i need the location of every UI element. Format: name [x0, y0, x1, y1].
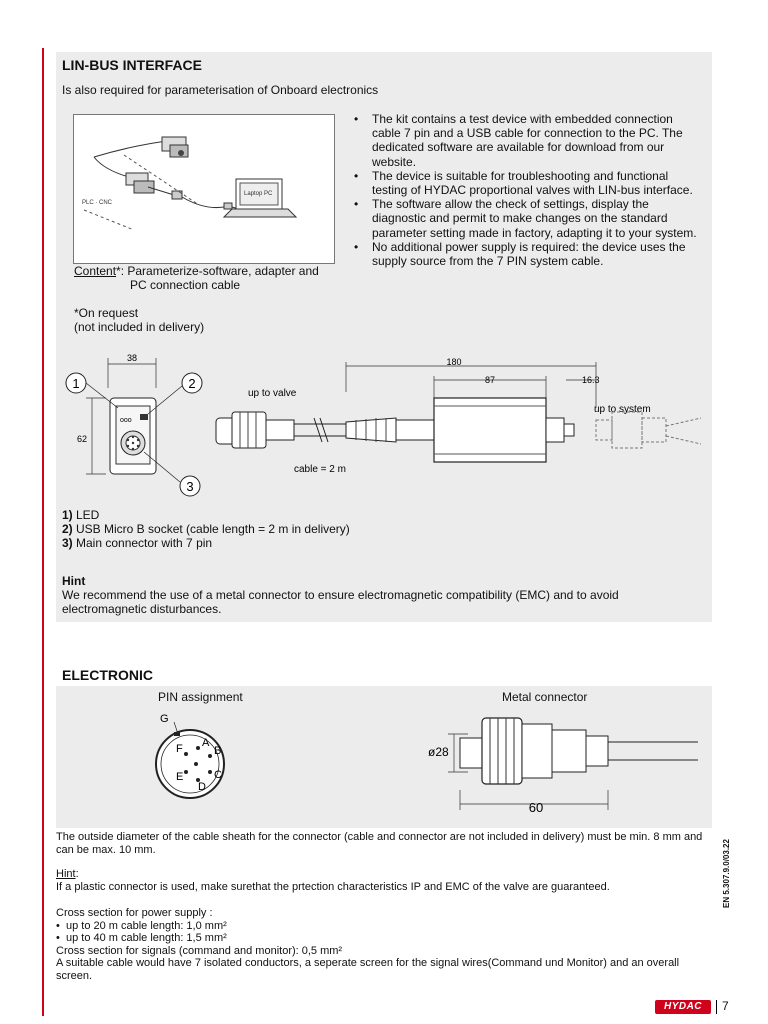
cable-recommendation: A suitable cable would have 7 isolated conductors, a seperate screen for the signal wires(Command und Monitor) and an overall screen.	[56, 957, 680, 982]
dim-length: 60	[528, 800, 544, 815]
lin-bus-title: LIN-BUS INTERFACE	[62, 57, 202, 73]
kit-photo	[73, 114, 335, 264]
dim-height: 62	[76, 434, 88, 444]
pin-assignment-caption: PIN assignment	[158, 690, 243, 704]
electronic-hint-title: Hint:	[56, 868, 79, 880]
page-divider	[716, 1000, 717, 1014]
dim-end: 16.3	[582, 375, 600, 385]
kit-bullet: • The kit contains a test device with embedded connection cable 7 pin and a USB cable for connection to the PC. The dedicated software are available for download from our website.	[352, 112, 702, 169]
callout-3: 3	[186, 479, 194, 494]
dim-diameter: ø28	[428, 745, 449, 759]
electronic-title: ELECTRONIC	[62, 667, 153, 683]
lin-hint-title: Hint	[62, 574, 86, 588]
laptop-label: Laptop PC	[244, 191, 273, 197]
pin-f: F	[176, 743, 183, 755]
power-item-1: • up to 20 m cable length: 1,0 mm²	[56, 920, 227, 932]
up-to-system-label: up to system	[594, 404, 651, 415]
cable-sheath-note: The outside diameter of the cable sheath for the connector (cable and connector are not included in delivery) must be min. 8 mm and can be max. 10 mm.	[56, 831, 703, 856]
legend-item-1: 1) LED	[62, 508, 100, 522]
device-drawing	[56, 348, 712, 508]
kit-bullet: • The device is suitable for troubleshooting and functional testing of HYDAC proportional valves with LIN-bus interface.	[352, 169, 702, 197]
pin-e: E	[176, 771, 184, 783]
plc-label: PLC · CNC	[82, 200, 113, 206]
left-red-rule	[42, 48, 44, 1016]
electronic-hint-text: If a plastic connector is used, make surethat the prtection characteristics IP and EMC of the valve are guaranteed.	[56, 881, 610, 893]
kit-bullet: • The software allow the check of settings, display the diagnostic and permit to make changes on the standard parameter setting made in factory, adapting it to your system.	[352, 197, 702, 240]
lin-bus-subtitle: Is also required for parameterisation of Onboard electronics	[62, 83, 379, 97]
callout-1: 1	[72, 376, 80, 391]
page-number: 7	[722, 999, 729, 1013]
cross-section-signal: Cross section for signals (command and monitor): 0,5 mm²	[56, 945, 343, 957]
dim-total: 180	[446, 357, 462, 367]
pin-g: G	[160, 713, 169, 725]
pin-b: B	[214, 745, 222, 757]
content-line	[74, 264, 319, 278]
up-to-valve-label: up to valve	[248, 388, 297, 399]
cable-length-label: cable = 2 m	[294, 464, 346, 475]
hydac-logo: HYDAC	[655, 1000, 711, 1014]
dim-body: 87	[484, 375, 496, 385]
not-included-note: (not included in delivery)	[74, 320, 205, 334]
metal-connector-caption: Metal connector	[502, 690, 588, 704]
pin-a: A	[202, 737, 210, 749]
content-label: Content	[74, 264, 117, 278]
document-code: EN 5.307.9.0/03.22	[722, 839, 731, 908]
metal-connector-drawing	[408, 708, 708, 820]
kit-bullet: • No additional power supply is required: the device uses the supply source from the 7 PIN system cable.	[352, 240, 702, 268]
pin-assignment-drawing	[140, 710, 240, 810]
pin-d: D	[198, 781, 206, 793]
kit-bullets	[352, 112, 702, 268]
content-text-2: PC connection cable	[130, 278, 241, 292]
led-label: ooo	[120, 417, 132, 424]
legend-item-3: 3) Main connector with 7 pin	[62, 536, 213, 550]
lin-hint-text: We recommend the use of a metal connector to ensure electromagnetic compatibility (EMC) and to avoid electromagnetic disturbances.	[62, 588, 619, 616]
legend-item-2: 2) USB Micro B socket (cable length = 2 m in delivery)	[62, 522, 350, 536]
cross-section-power: Cross section for power supply :	[56, 907, 213, 919]
on-request-note: *On request	[74, 306, 139, 320]
pin-c: C	[214, 769, 222, 781]
power-item-2: • up to 40 m cable length: 1,5 mm²	[56, 932, 227, 944]
dim-width: 38	[126, 353, 138, 363]
content-text: *: Parameterize-software, adapter and	[116, 264, 319, 278]
callout-2: 2	[188, 376, 196, 391]
